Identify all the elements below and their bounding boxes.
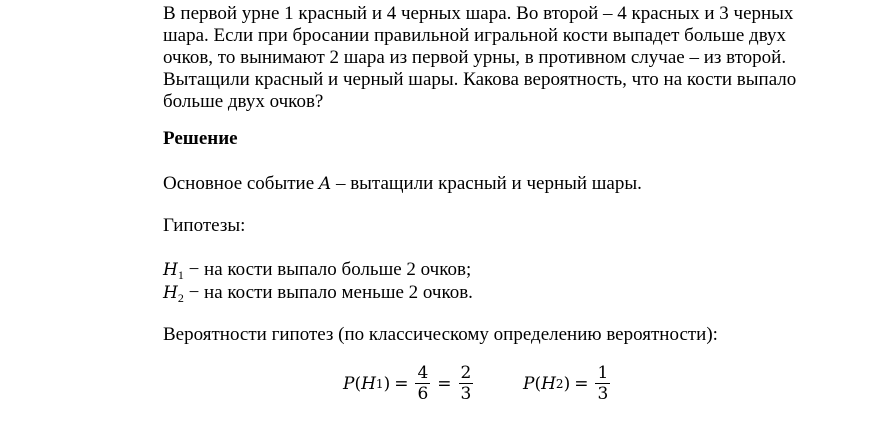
formula-1-p: P	[343, 373, 355, 394]
formula-2-open-paren: (	[534, 373, 542, 394]
formula-2-p: P	[523, 373, 535, 394]
formula-2-equals: =	[574, 373, 589, 394]
hypothesis-1-symbol: H	[163, 260, 178, 280]
problem-line-2: шара. Если при бросании правильной игральной кости выпадет больше двух	[163, 25, 787, 46]
fraction-2-3	[459, 363, 474, 404]
hypothesis-1-index: 1	[177, 268, 184, 282]
fraction-2-3-numerator: 2	[460, 363, 472, 383]
document-page	[163, 0, 803, 421]
fraction-1-3-numerator: 1	[597, 363, 609, 383]
fraction-4-6-numerator: 4	[417, 363, 429, 383]
hypothesis-2	[163, 282, 473, 304]
problem-line-3: очков, то вынимают 2 шара из первой урны, в противном случае – из второй.	[163, 47, 787, 68]
main-event-line	[163, 173, 642, 195]
solution-heading: Решение	[163, 128, 238, 149]
formula-1-open-paren: (	[354, 373, 362, 394]
hypothesis-2-index: 2	[177, 291, 184, 305]
formula-1-equals-2: =	[437, 373, 452, 394]
hypothesis-2-symbol: H	[163, 283, 178, 303]
problem-statement	[163, 3, 803, 113]
hypothesis-2-text: − на кости выпало меньше 2 очков.	[183, 282, 473, 303]
formula-1-close-paren: )	[383, 373, 391, 394]
event-symbol: A	[318, 174, 332, 194]
problem-line-1: В первой урне 1 красный и 4 черных шара. Во второй – 4 красных и 3 черных	[163, 3, 794, 24]
formula-2-h-symbol: H	[541, 373, 556, 394]
formula-1-equals-1: =	[394, 373, 409, 394]
main-event-prefix: Основное событие	[163, 173, 319, 194]
fraction-2-3-denominator: 3	[460, 384, 472, 404]
probabilities-label: Вероятности гипотез (по классическому определению вероятности):	[163, 324, 718, 345]
problem-line-5: больше двух очков?	[163, 91, 324, 112]
formula-1-h-symbol: H	[361, 373, 376, 394]
hypotheses-label: Гипотезы:	[163, 215, 246, 236]
fraction-4-6	[415, 363, 430, 404]
formula-p-h2: P ( H 2 ) = $\frac{1}{3}$	[523, 363, 609, 404]
fraction-1-3-denominator: 3	[597, 384, 609, 404]
fraction-4-6-denominator: 6	[417, 384, 429, 404]
hypothesis-1	[163, 259, 471, 281]
main-event-text: – вытащили красный и черный шары.	[331, 173, 642, 194]
formula-p-h1: P ( H 1 ) = $\frac{4}{6}$ = $\frac{2}{3}$	[343, 363, 472, 404]
problem-line-4: Вытащили красный и черный шары. Какова вероятность, что на кости выпало	[163, 69, 797, 90]
formula-2-close-paren: )	[563, 373, 571, 394]
hypothesis-1-text: − на кости выпало больше 2 очков;	[183, 259, 472, 280]
fraction-1-3	[595, 363, 610, 404]
